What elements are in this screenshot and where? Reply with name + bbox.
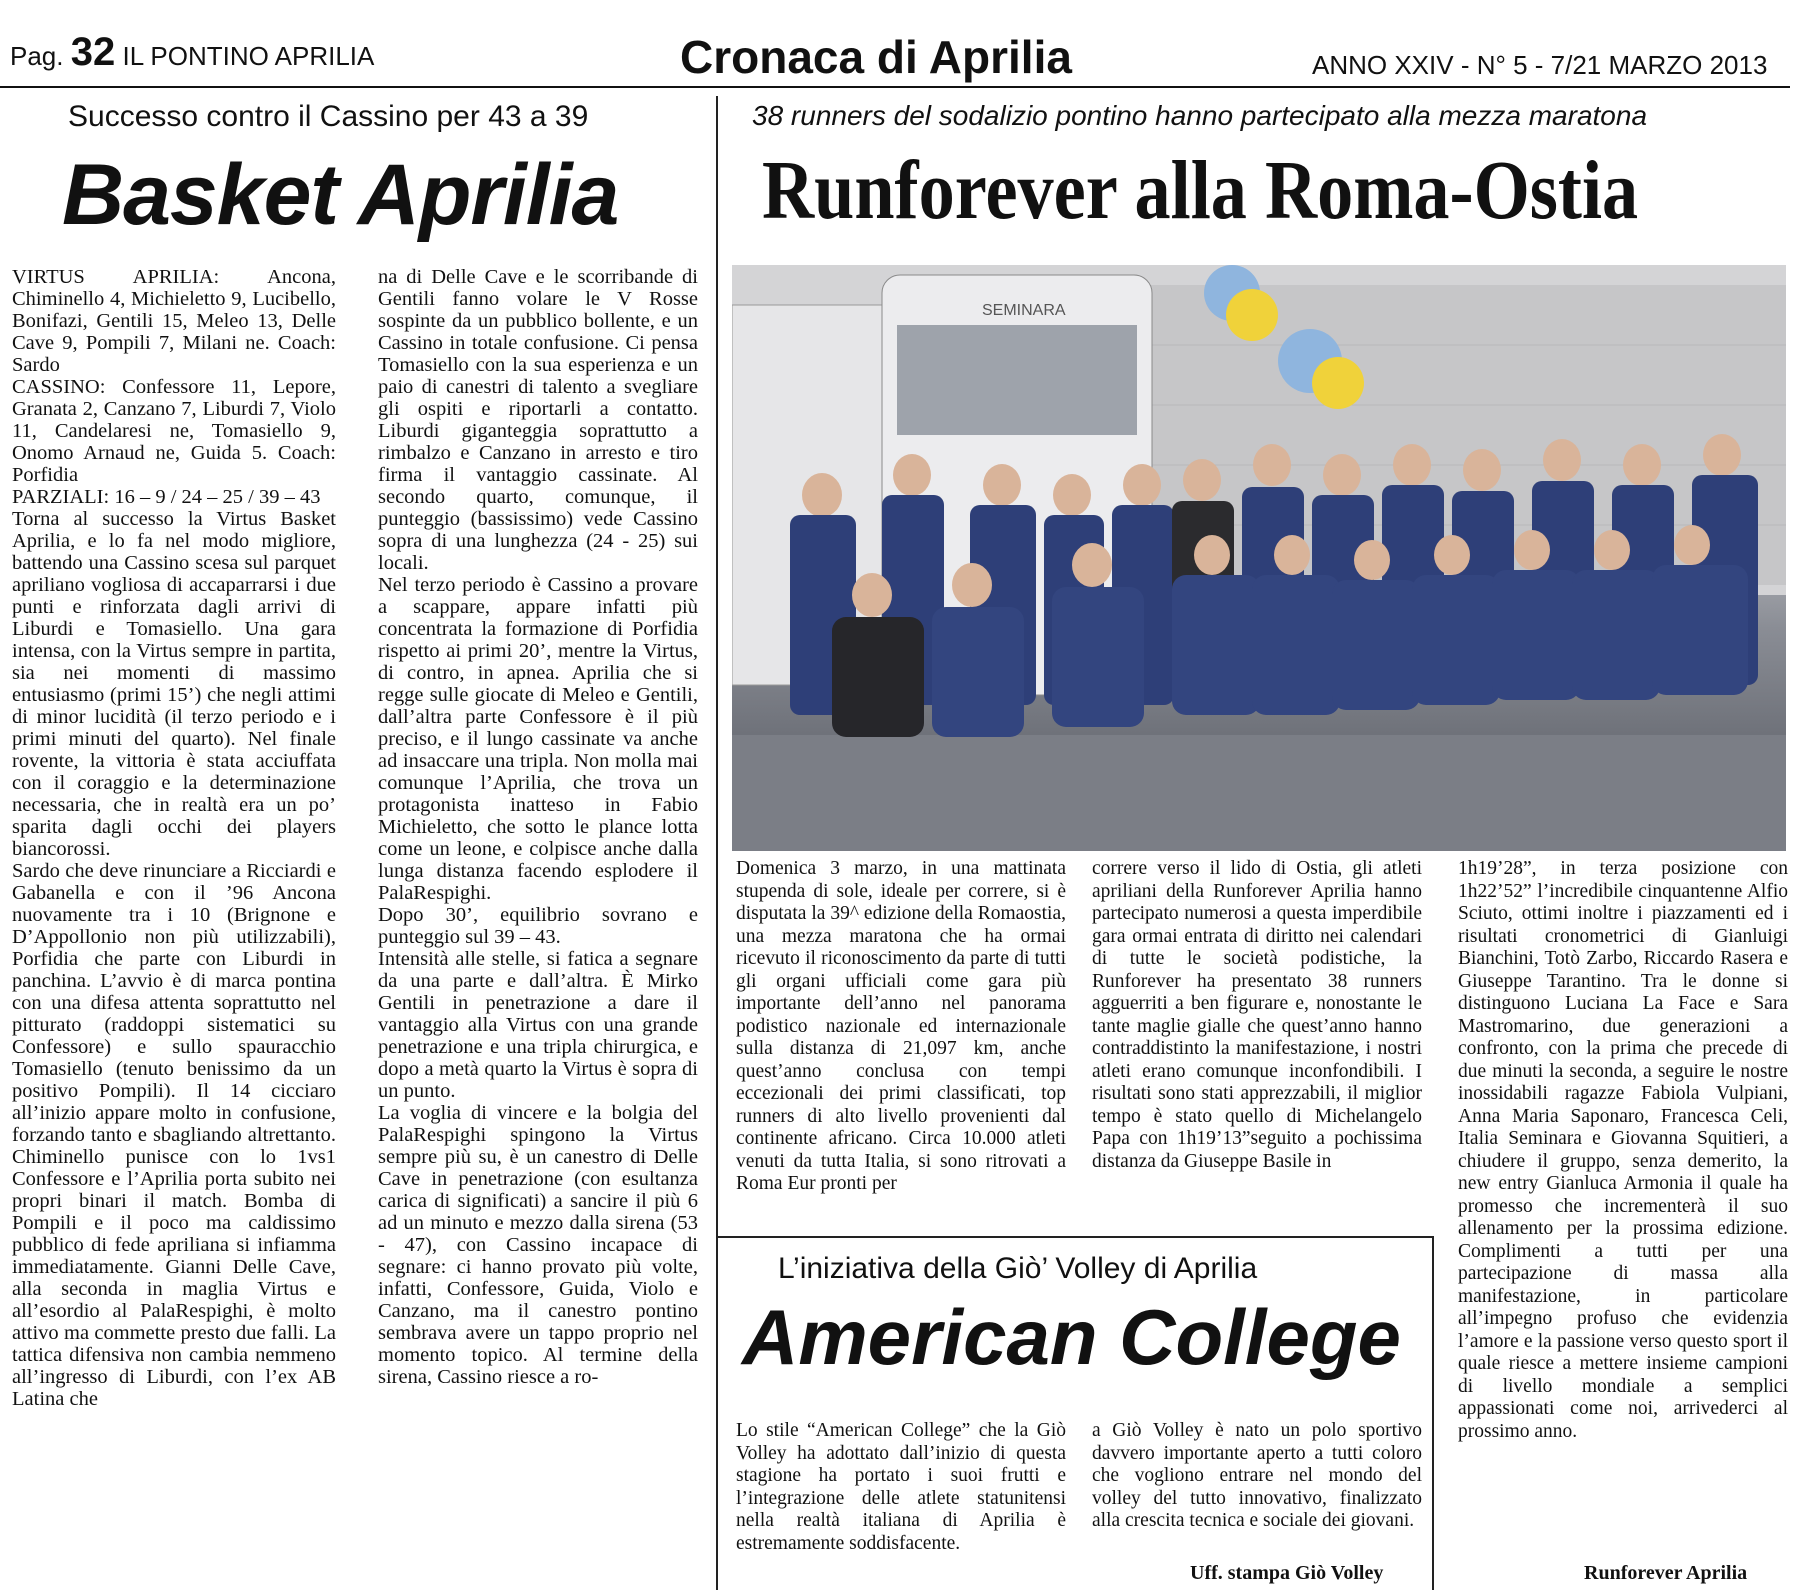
section-title: Cronaca di Aprilia <box>680 31 1072 83</box>
volley-signature: Uff. stampa Giò Volley <box>1190 1562 1384 1584</box>
basket-column-1 <box>12 266 336 1590</box>
issue-info: ANNO XXIV - N° 5 - 7/21 MARZO 2013 <box>1312 50 1768 80</box>
team-photo-illustration <box>732 265 1786 851</box>
team-photo <box>732 265 1786 851</box>
basket-lineup-virtus: VIRTUS APRILIA: Ancona, Chiminello 4, Michieletto 9, Lucibello, Bonifazi, Gentili 15, Meleo 13, Delle Cave 9, Pompili 7, Milani ne. Coach: Sardo <box>12 266 336 376</box>
volley-paragraph: a Giò Volley è nato un polo sportivo davvero importante aperto a tutti coloro che vogliono entrare nel mondo del volley del tutto innovativo, finalizzato alla crescita tecnica e sociale dei giovani. <box>1092 1420 1422 1531</box>
basket-paragraph: na di Delle Cave e le scorribande di Gentili fanno volare le V Rosse sospinte da un pubblico bollente, e un Cassino in totale confusione. Ci pensa Tomasiello con la sua esperienza e un paio di canestri di talento a svegliare gli ospiti e riportarli a contatto. Liburdi giganteggia soprattutto a rimbalzo e Canzano in arresto e tiro firma il vantaggio cassinate. Al secondo quarto, comunque, il punteggio (bassissimo) vede Cassino sopra di una lunghezza (24 - 25) sui locali. <box>378 266 698 574</box>
masthead-page <box>10 30 374 75</box>
basket-kicker: Successo contro il Cassino per 43 a 39 <box>68 100 589 133</box>
basket-headline: Basket Aprilia <box>62 147 619 243</box>
page-number: 32 <box>70 30 116 74</box>
basket-paragraph: Sardo che deve rinunciare a Ricciardi e Gabanella e con il ’96 Ancona nuovamente tra i 10 (Brignone e D’Appollonio non più utilizzabili), Porfidia che parte con Liburdi in panchina. L’avvio è di marca pontina con una difesa attenta soprattutto nel pitturato (raddoppi sistematici su Confessore) e sullo spauracchio Tomasiello (tenuto benissimo da un positivo Pompili). Il 14 cicciaro all’inizio appare molto in confusione, forzando tanto e sbagliando altrettanto. Chiminello punisce con lo 1vs1 Confessore e l’Aprilia porta subito nei propri binari il match. Bomba di Pompili e il poco ma caldissimo pubblico di fede apriliana si infiamma immediatamente. Gianni Delle Cave, alla seconda in maglia Virtus e all’esordio al PalaRespighi, è molto attivo ma commette presto due falli. La tattica difensiva non cambia nemmeno all’ingresso di Liburdi, con l’ex AB Latina che <box>12 860 336 1410</box>
run-kicker: 38 runners del sodalizio pontino hanno partecipato alla mezza maratona <box>752 100 1648 131</box>
truck-banner: SEMINARA <box>982 302 1066 319</box>
volley-headline: American College <box>742 1293 1401 1381</box>
basket-lineup-cassino: CASSINO: Confessore 11, Lepore, Granata 2, Canzano 7, Liburdi 7, Violo 11, Candelaresi ne, Tomasiello 9, Onomo Arnaud ne, Guida 5. Coach: Porfidia <box>12 376 336 486</box>
basket-paragraph: Nel terzo periodo è Cassino a provare a scappare, appare infatti più concentrata la formazione di Porfidia rispetto ai primi 20’, mentre la Virtus, di contro, in apnea. Aprilia che si regge sulle giocate di Meleo e Gentili, dall’altra parte Confessore è il più preciso, e il lungo cassinate va anche ad insaccare una tripla. Non molla mai comunque l’Aprilia, che trova un protagonista inatteso in Fabio Michieletto, che sotto le plance lotta come un leone, e colpisce anche dalla lunga distanza facendo esplodere il PalaRespighi. <box>378 574 698 904</box>
volley-column-2 <box>1092 1420 1422 1560</box>
run-column-3 <box>1458 858 1788 1558</box>
run-paragraph: 1h19’28”, in terza posizione con 1h22’52” l’incredibile cinquantenne Alfio Sciuto, ottimi inoltre i piazzamenti ed i risultati cronometrici di Gianluigi Bianchini, Totò Zarbo, Riccardo Rasera e Giuseppe Tarantino. Tra le donne si distinguono Luciana La Face e Sara Mastromarino, due generazioni a confronto, con la prima che precede di due minuti la seconda, a seguire le nostre inossidabili ragazze Fabiola Vulpiani, Anna Maria Saponaro, Francesca Celi, Italia Seminara e Giovanna Squitieri, a chiudere il gruppo, senza demerito, la new entry Gianluca Armonia il quale ha promesso che incrementerà il suo allenamento per la prossima edizione. Complimenti a tutti per una partecipazione di massa alla manifestazione, in particolare all’impegno profuso che evidenzia l’amore e la passione verso questo sport il quale riesce a mettere insieme campioni di livello mondiale a semplici appassionati come noi, arrivederci al prossimo anno. <box>1458 858 1788 1442</box>
basket-column-2 <box>378 266 698 1590</box>
paper-name: IL PONTINO APRILIA <box>122 41 375 71</box>
run-column-1 <box>736 858 1066 1230</box>
volley-column-1 <box>736 1420 1066 1590</box>
basket-paragraph: La voglia di vincere e la bolgia del PalaRespighi spingono la Virtus sempre più su, è un canestro di Delle Cave in penetrazione (con esultanza carica di significati) a sancire il più 6 ad un minuto e mezzo dalla sirena (53 - 47), con Cassino incapace di segnare: ci hanno provato più volte, infatti, Confessore, Guida, Violo e Canzano, ma il canestro pontino sembrava avere un tappo proprio nel momento topico. Al termine della sirena, Cassino riesce a ro- <box>378 1102 698 1388</box>
run-column-2 <box>1092 858 1422 1230</box>
run-headline: Runforever alla Roma-Ostia <box>762 144 1639 237</box>
volley-paragraph: Lo stile “American College” che la Giò Volley ha adottato dall’inizio di questa stagione ha portato i suoi frutti e l’integrazione delle atlete statunitensi nella realtà italiana di Aprilia è estremamente soddisfacente. <box>736 1420 1066 1554</box>
volley-kicker: L’iniziativa della Giò’ Volley di Aprilia <box>778 1252 1258 1285</box>
masthead-rule <box>0 86 1790 88</box>
run-paragraph: Domenica 3 marzo, in una mattinata stupenda di sole, ideale per correre, si è disputata la 39^ edizione della Romaostia, una mezza maratona che ha ormai ricevuto il riconoscimento da parte di tutti gli organi ufficiali come gara più importante dell’anno nel panorama podistico nazionale ed internazionale sulla distanza di 21,097 km, anche quest’anno conclusa con tempi eccezionali dei primi classificati, top runners di alto livello provenienti dal continente africano. Circa 10.000 atleti venuti da tutta Italia, si sono ritrovati a Roma Eur pronti per <box>736 858 1066 1194</box>
page-label: Pag. <box>10 41 64 71</box>
run-paragraph: correre verso il lido di Ostia, gli atleti apriliani della Runforever Aprilia hanno partecipato numerosi a questa imperdibile gara ormai entrata di diritto nei calendari di tutte le società podistiche, la Runforever ha presentato 38 runners agguerriti a ben figurare e, nonostante le tante maglie gialle che quest’anno hanno contraddistinto la manifestazione, i nostri atleti erano comunque inconfondibili. I risultati sono stati apprezzabili, il miglior tempo è stato quello di Michelangelo Papa con 1h19’13”seguito a pochissima distanza da Giuseppe Basile in <box>1092 858 1422 1172</box>
basket-paragraph: Torna al successo la Virtus Basket Aprilia, e lo fa nel modo migliore, battendo una Cassino scesa sul parquet apriliano vogliosa di accaparrarsi i due punti e rinforzata dagli arrivi di Liburdi e Tomasiello. Una gara intensa, con la Virtus sempre in partita, sia nei momenti di massimo entusiasmo (primi 15’) che negli attimi di minor lucidità (il terzo periodo e i primi minuti del quarto). Nel finale rovente, la vittoria è stata acciuffata con il coraggio e la determinazione necessaria, che in realtà era un po’ sparita dagli occhi dei players biancorossi. <box>12 508 336 860</box>
basket-paragraph: Dopo 30’, equilibrio sovrano e punteggio sul 39 – 43. <box>378 904 698 948</box>
basket-paragraph: Intensità alle stelle, si fatica a segnare da una parte e dall’altra. È Mirko Gentili in penetrazione a dare il vantaggio alla Virtus con una grande penetrazione e una tripla chirurgica, e dopo a metà quarto la Virtus è sopra di un punto. <box>378 948 698 1102</box>
basket-partials: PARZIALI: 16 – 9 / 24 – 25 / 39 – 43 <box>12 486 321 508</box>
run-signature: Runforever Aprilia <box>1584 1562 1748 1584</box>
